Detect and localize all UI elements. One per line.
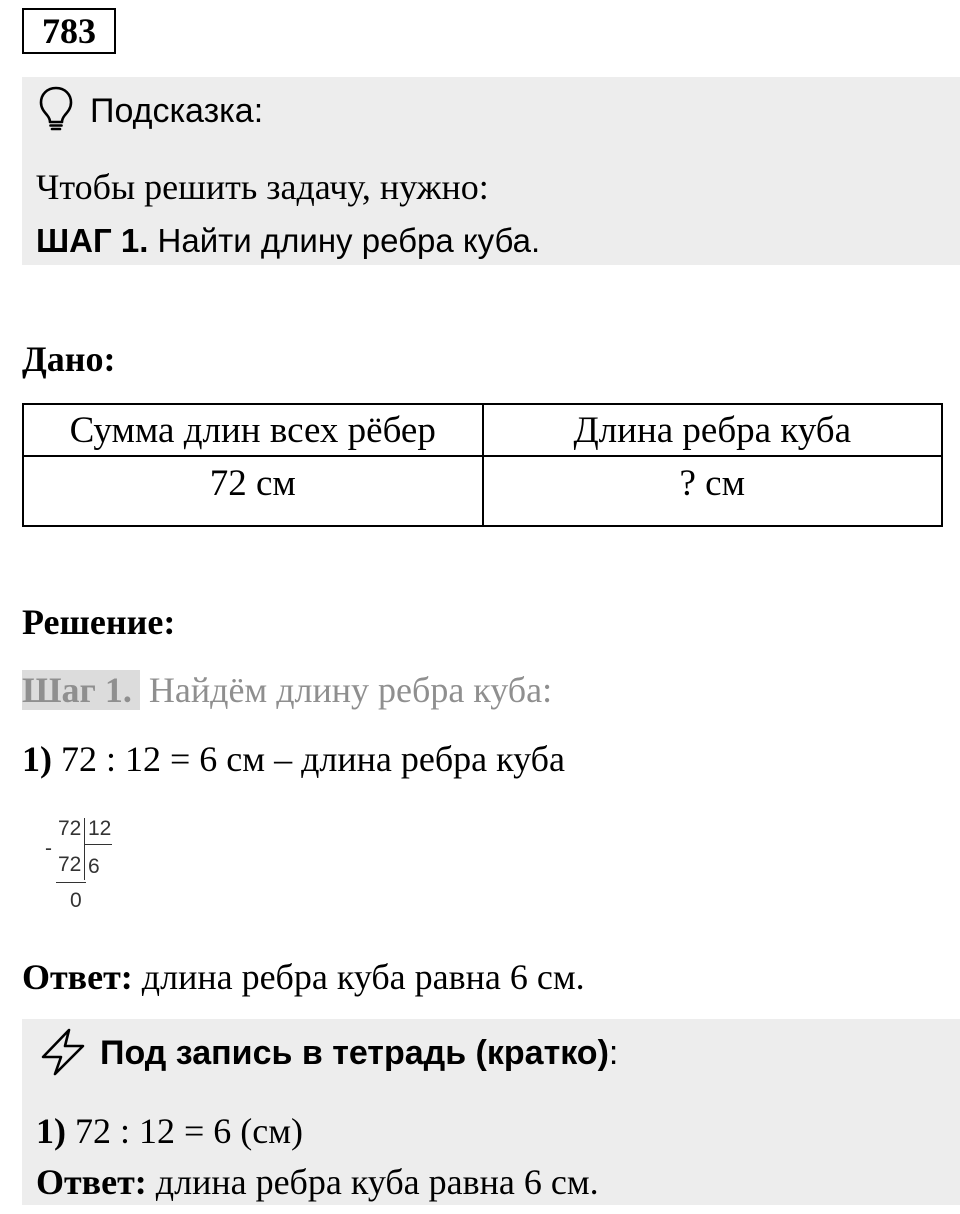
solution-step-text: Найдём длину ребра куба: (139, 670, 553, 710)
answer-label: Ответ: (22, 957, 133, 997)
division-quotient: 6 (88, 855, 100, 878)
header-cell-total-length: Сумма длин всех рёбер (23, 404, 483, 456)
hint-step-label: ШАГ 1. (36, 222, 149, 259)
answer (22, 955, 585, 999)
division-remainder: 0 (70, 889, 82, 912)
solution-calc (22, 737, 565, 781)
notes-panel (22, 1019, 960, 1205)
notes-calc (36, 1109, 303, 1153)
solution-heading: Решение: (22, 602, 176, 642)
division-quotient-line (84, 844, 112, 845)
notes-answer-text: длина ребра куба равна 6 см. (146, 1162, 599, 1202)
given-heading: Дано: (22, 339, 116, 379)
long-division (40, 818, 130, 918)
solution-calc-label: 1) (22, 739, 52, 779)
table-row (23, 456, 942, 526)
lightbulb-icon (38, 85, 74, 133)
solution-step (22, 668, 552, 712)
answer-text: длина ребра куба равна 6 см. (132, 957, 585, 997)
lightning-icon (38, 1027, 88, 1077)
notes-title-colon: : (608, 1034, 619, 1072)
header-cell-edge-length: Длина ребра куба (483, 404, 943, 456)
division-result-line (56, 882, 86, 883)
division-minus-sign: - (45, 837, 52, 860)
notes-calc-label: 1) (36, 1111, 66, 1151)
hint-panel (22, 77, 960, 265)
table-header-row (23, 404, 942, 456)
notes-title (100, 1033, 618, 1073)
notes-answer-label: Ответ: (36, 1162, 147, 1202)
hint-intro: Чтобы решить задачу, нужно: (36, 167, 489, 207)
hint-step-text: Найти длину ребра куба. (148, 222, 541, 259)
division-subtrahend: 72 (58, 853, 82, 876)
hint-title: Подсказка: (90, 92, 264, 130)
division-dividend: 72 (58, 817, 82, 840)
solution-step-label: Шаг 1. (22, 670, 140, 710)
given-table (22, 403, 943, 527)
division-vertical-line (84, 818, 85, 880)
notes-title-text: Под запись в тетрадь (кратко) (100, 1034, 609, 1072)
notes-answer (36, 1160, 599, 1204)
hint-step (36, 219, 540, 263)
solution-calc-text: 72 : 12 = 6 см – длина ребра куба (52, 739, 565, 779)
value-cell-total-length: 72 см (23, 456, 483, 526)
division-divisor: 12 (88, 817, 112, 840)
problem-number: 783 (22, 8, 116, 54)
notes-calc-text: 72 : 12 = 6 (см) (66, 1111, 304, 1151)
value-cell-edge-length: ? см (483, 456, 943, 526)
